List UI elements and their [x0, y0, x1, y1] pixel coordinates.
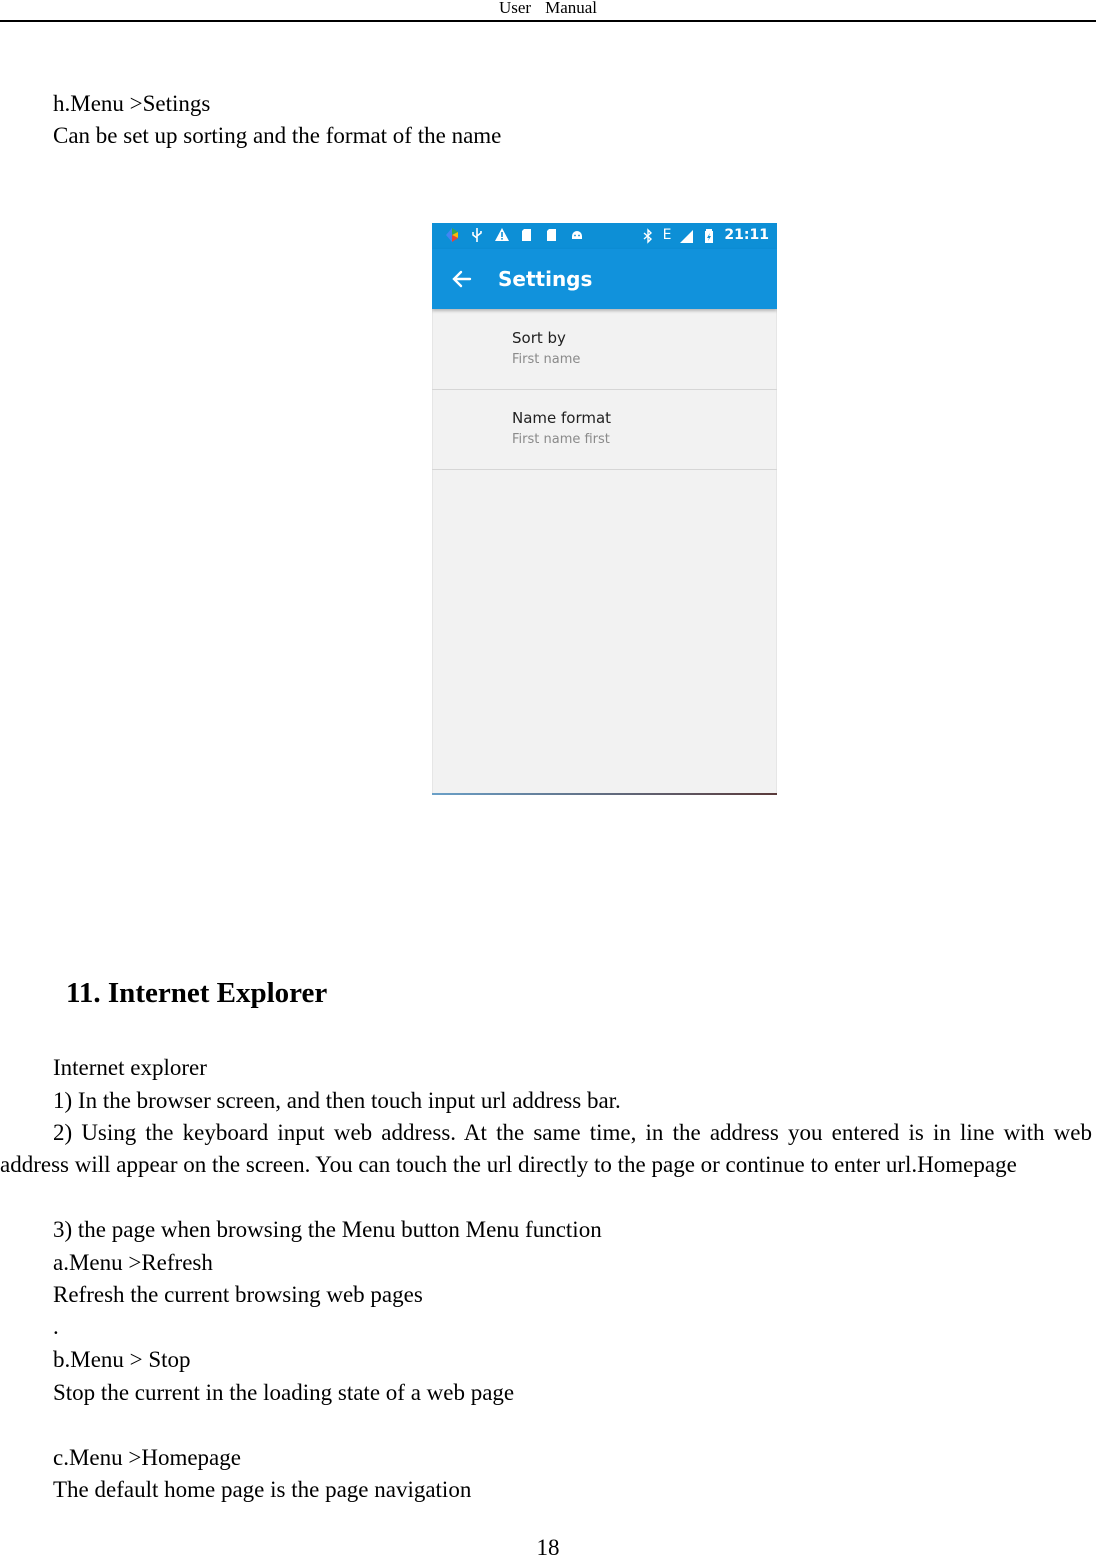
- menu-refresh-desc: Refresh the current browsing web pages: [53, 1282, 423, 1307]
- page-number: 18: [536, 1535, 560, 1560]
- step-2: 2) Using the keyboard input web address. At the same time, in the address you entered is in line with web address will appear on the screen. You can touch the url directly to the page or continue to enter url.Homepage: [0, 1120, 1092, 1177]
- back-arrow-icon[interactable]: [448, 265, 476, 293]
- sd-card-icon: [519, 227, 535, 243]
- intro-text: Internet explorer: [53, 1055, 207, 1080]
- menu-stop-desc: Stop the current in the loading state of a web page: [53, 1380, 515, 1405]
- menu-refresh-title: a.Menu >Refresh: [53, 1250, 213, 1275]
- network-type: E: [662, 227, 672, 243]
- pref-name-format[interactable]: [432, 389, 777, 470]
- status-bar: [432, 223, 777, 249]
- signal-icon: [678, 228, 694, 244]
- status-clock: 21:11: [724, 227, 769, 243]
- step-3: 3) the page when browsing the Menu button Menu function: [53, 1217, 602, 1242]
- menu-settings-title: h.Menu >Setings: [53, 91, 211, 116]
- section-heading: 11. Internet Explorer: [66, 977, 328, 1009]
- pref-summary: First name: [512, 352, 581, 367]
- app-bar-title: Settings: [498, 267, 593, 291]
- sd-card-icon-2: [544, 227, 560, 243]
- bluetooth-icon: [640, 228, 656, 244]
- menu-stop-title: b.Menu > Stop: [53, 1347, 191, 1372]
- menu-settings-desc: Can be set up sorting and the format of the name: [53, 123, 502, 148]
- header-right: Manual: [545, 0, 598, 17]
- app-bar: [432, 249, 777, 309]
- menu-homepage-title: c.Menu >Homepage: [53, 1445, 241, 1470]
- header-left: User: [498, 0, 532, 17]
- pref-sort-by[interactable]: [432, 309, 777, 390]
- usb-icon: [469, 227, 485, 243]
- step-1: 1) In the browser screen, and then touch input url address bar.: [53, 1088, 621, 1113]
- menu-homepage-desc: The default home page is the page navigation: [53, 1477, 472, 1502]
- pref-title: Name format: [512, 409, 612, 427]
- stray-dot: .: [53, 1314, 59, 1339]
- pref-summary: First name first: [512, 432, 610, 447]
- page-header: [0, 0, 1096, 22]
- phone-screenshot: [432, 223, 777, 795]
- app-notification-icon: [444, 227, 460, 243]
- screen-bottom-edge: [432, 793, 777, 795]
- android-icon: [569, 227, 585, 243]
- pref-title: Sort by: [512, 329, 566, 347]
- warning-icon: [494, 227, 510, 243]
- battery-icon: [701, 228, 717, 244]
